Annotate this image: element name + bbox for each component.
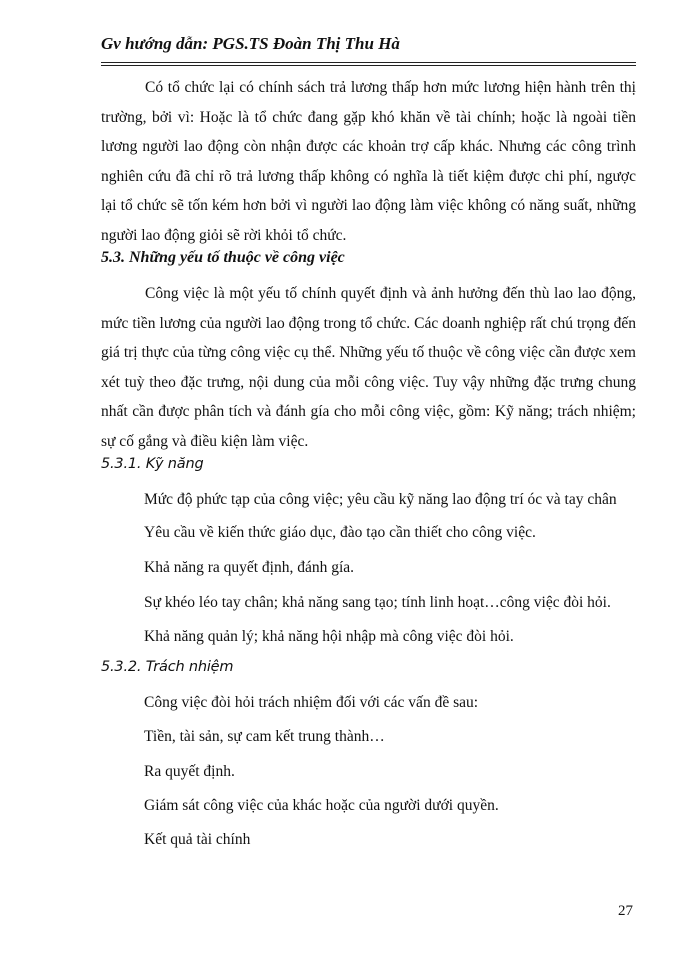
- list-item: Khả năng quản lý; khả năng hội nhập mà công việc đòi hỏi.: [144, 628, 514, 645]
- page-header: Gv hướng dẫn: PGS.TS Đoàn Thị Thu Hà: [101, 34, 400, 53]
- list-item: Kết quả tài chính: [144, 831, 251, 848]
- subheading-responsibility: 5.3.2. Trách nhiệm: [101, 659, 234, 675]
- list-item: Giám sát công việc của khác hoặc của người dưới quyền.: [144, 797, 499, 814]
- list-item: Mức độ phức tạp của công việc; yêu cầu kỹ năng lao động trí óc và tay chân: [144, 491, 617, 508]
- list-item: Công việc đòi hỏi trách nhiệm đối với các vấn đề sau:: [144, 694, 479, 711]
- list-item: Khả năng ra quyết định, đánh gía.: [144, 559, 355, 576]
- list-item: Ra quyết định.: [144, 763, 235, 780]
- page-number: 27: [618, 903, 633, 919]
- header-rule: [101, 62, 636, 66]
- paragraph-intro: Có tổ chức lại có chính sách trả lương thấp hơn mức lương hiện hành trên thị trường, bởi vì: Hoặc là tổ chức đang gặp khó khăn về tài chính; hoặc là ngoài tiền lương người lao động còn nhận được các khoản trợ cấp khác. Nhưng các công trình nghiên cứu đã chỉ rõ trả lương thấp không có nghĩa là tiết kiệm được chi phí, ngược lại tổ chức sẽ tốn kém hơn bởi vì người lao động làm việc không có năng suất, những người lao động giỏi sẽ rời khỏi tổ chức.: [101, 79, 636, 244]
- subheading-skills: 5.3.1. Kỹ năng: [101, 456, 204, 472]
- list-item: Tiền, tài sản, sự cam kết trung thành…: [144, 728, 385, 745]
- list-item: Yêu cầu về kiến thức giáo dục, đào tạo cần thiết cho công việc.: [144, 524, 536, 541]
- list-item: Sự khéo léo tay chân; khả năng sang tạo; tính linh hoạt…công việc đòi hỏi.: [144, 594, 611, 611]
- paragraph-work-factors: Công việc là một yếu tố chính quyết định và ảnh hưởng đến thù lao lao động, mức tiền lương của người lao động trong tổ chức. Các doanh nghiệp rất chú trọng đến giá trị thực của từng công việc cụ thể. Những yếu tố thuộc về công việc cần được xem xét tuỳ theo đặc trưng, nội dung của mỗi công việc. Tuy vậy những đặc trưng chung nhất cần được phân tích và đánh gía cho mỗi công việc, gồm: Kỹ năng; trách nhiệm; sự cố gắng và điều kiện làm việc.: [101, 285, 636, 450]
- section-heading: 5.3. Những yếu tố thuộc về công việc: [101, 249, 345, 266]
